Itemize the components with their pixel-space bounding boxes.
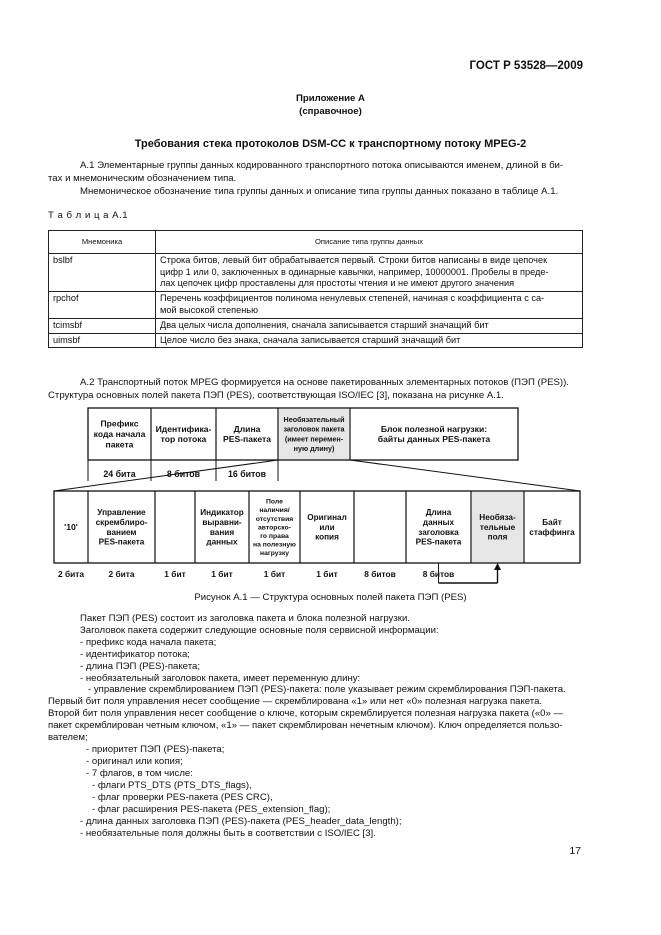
bottom-box-label: Байт стаффинга bbox=[529, 517, 575, 537]
paragraph-a1-line2: тах и мнемоническим обозначением типа. bbox=[48, 173, 237, 184]
flags-list bbox=[92, 780, 330, 816]
paragraph-a2-line1: А.2 Транспортный поток MPEG формируется на основе пакетированных элементарных потоков (ПЭП (PES)). bbox=[80, 377, 569, 388]
top-box-label: Префикс кода начала пакета bbox=[93, 418, 146, 450]
document-code: ГОСТ Р 53528—2009 bbox=[469, 60, 583, 72]
flag-item: - флаг расширения PES-пакета (PES_extension_flag); bbox=[92, 803, 331, 815]
bottom-bits-label: 8 битов bbox=[422, 568, 455, 579]
bottom-bits-label: 1 бит bbox=[316, 568, 338, 579]
table-header-mnemonic: Мнемоника bbox=[49, 231, 156, 254]
scramble-line: Второй бит поля управления несет сообщение о ключе, которым скремблируется полезная нагрузка пакета («0» — bbox=[48, 707, 564, 719]
description-line: Строка битов, левый бит обрабатывается первый. Строки битов написаны в виде цепочек bbox=[160, 254, 548, 265]
sub-list-item: - приоритет ПЭП (PES)-пакета; bbox=[86, 744, 225, 755]
description-line: цифр 1 или 0, заключенных в одинарные кавычки, например, 10000001. Пробелы в преде- bbox=[160, 266, 549, 277]
top-box-label: Идентифика-тор потока bbox=[155, 423, 212, 445]
table-cell-mnemonic: bslbf bbox=[49, 253, 156, 291]
top-bits-label: 24 бита bbox=[103, 469, 136, 480]
tail-item: - длина данных заголовка ПЭП (PES)-пакета (PES_header_data_length); bbox=[80, 816, 402, 827]
paragraph-a2-line2: Структура основных полей пакета ПЭП (PES), соответствующая ISO/IEC [3], показана на рисунке А.1. bbox=[48, 390, 504, 401]
paragraph-a1-line1: А.1 Элементарные группы данных кодированного транспортного потока описываются именем, длиной в би- bbox=[80, 160, 564, 171]
bottom-bits-label: 1 бит bbox=[164, 568, 186, 579]
top-box-label: Блок полезной нагрузки: байты данных PES-пакета bbox=[377, 423, 491, 445]
bottom-box-label: Необяза-тельные поля bbox=[479, 513, 516, 542]
scramble-line: пакет скремблирован четным ключом, «1» — пакет скремблирован нечетным ключом). Ключ определяется пользо- bbox=[48, 719, 563, 731]
bottom-bits-label: 2 бита bbox=[108, 568, 135, 579]
tail-item: - необязательные поля должны быть в соответствии с ISO/IEC [3]. bbox=[80, 827, 376, 839]
description-line: лах цепочек цифр проставлены для простоты чтения и не имеют другого значения bbox=[160, 278, 515, 289]
description-line: Два целых числа дополнения, сначала записывается старший значащий бит bbox=[160, 319, 489, 330]
description-line: Целое число без знака, сначала записывается старший значащий бит bbox=[160, 334, 461, 345]
body-line: - идентификатор потока; bbox=[80, 648, 190, 660]
top-box-label: Длина PES-пакета bbox=[223, 423, 271, 445]
paragraph-a1-line3: Мнемоническое обозначение типа группы данных и описание типа группы данных показано в таблице А.1. bbox=[80, 186, 559, 197]
bottom-box-label: Поле наличия/ отсутствия авторско-го права на полезную нагрузку bbox=[253, 498, 296, 558]
bottom-box-label: Управление скремблиро-ванием PES-пакета bbox=[95, 508, 148, 547]
scramble-line: Первый бит поля управления несет сообщение — скремблирована «1» или нет «0» полезная нагрузка пакета. bbox=[48, 695, 543, 707]
flag-item: - флаги PTS_DTS (PTS_DTS_flags), bbox=[92, 780, 252, 791]
body-line: - префикс кода начала пакета; bbox=[80, 636, 217, 648]
top-box-label: Необязательный заголовок пакета (имеет перемен-ную длину) bbox=[283, 415, 345, 453]
length-arrow-head bbox=[494, 563, 501, 570]
description-line: мой высокой степенью bbox=[160, 304, 258, 315]
figure-caption: Рисунок А.1 — Структура основных полей пакета ПЭП (PES) bbox=[194, 592, 467, 603]
bottom-box-label: Индикатор выравни-вания данных bbox=[200, 508, 244, 547]
bottom-box-label: '10' bbox=[64, 522, 78, 533]
bottom-bits-label: 1 бит bbox=[211, 568, 233, 579]
table-caption: Т а б л и ц а А.1 bbox=[48, 210, 129, 221]
appendix-title: Приложение А bbox=[296, 93, 365, 104]
tail-list bbox=[80, 816, 402, 840]
table-cell-mnemonic: rpchof bbox=[49, 292, 156, 319]
bottom-bits-label: 8 битов bbox=[364, 568, 396, 579]
scramble-paragraph bbox=[48, 684, 588, 744]
bottom-bits-label: 2 бита bbox=[57, 568, 85, 579]
table-header-description: Описание типа группы данных bbox=[156, 231, 583, 254]
bottom-bits-label: 1 бит bbox=[263, 568, 286, 579]
expansion-line-right bbox=[350, 460, 580, 491]
body-list bbox=[80, 613, 439, 684]
bottom-box-label: Длина данных заголовка PES-пакета bbox=[415, 508, 462, 547]
page-number: 17 bbox=[569, 845, 581, 857]
body-line: Заголовок пакета содержит следующие основные поля сервисной информации: bbox=[80, 624, 439, 636]
bottom-box-label: Оригинал или копия bbox=[307, 513, 347, 542]
section-title: Требования стека протоколов DSM-CC к транспортному потоку MPEG-2 bbox=[134, 138, 527, 150]
sub-list-item: - оригинал или копия; bbox=[86, 755, 183, 767]
table-cell-mnemonic: tcimsbf bbox=[49, 318, 156, 333]
table-cell-mnemonic: uimsbf bbox=[49, 333, 156, 348]
description-line: Перечень коэффициентов полинома ненулевых степеней, начиная с коэффициента с са- bbox=[160, 293, 545, 304]
scramble-line: вателем; bbox=[48, 731, 88, 743]
flag-item: - флаг проверки PES-пакета (PES CRC), bbox=[92, 791, 273, 803]
body-line: Пакет ПЭП (PES) состоит из заголовка пакета и блока полезной нагрузки. bbox=[80, 613, 410, 624]
sub-list bbox=[86, 744, 224, 780]
top-bits-label: 8 битов bbox=[166, 469, 201, 480]
body-line: - длина ПЭП (PES)-пакета; bbox=[80, 660, 200, 672]
scramble-line: - управление скремблированием ПЭП (PES)-пакета: поле указывает режим скремблирования ПЭП-пакета. bbox=[88, 684, 566, 695]
body-line: - необязательный заголовок пакета, имеет переменную длину: bbox=[80, 672, 361, 684]
sub-list-item: - 7 флагов, в том числе: bbox=[86, 767, 193, 779]
appendix-subtitle: (справочное) bbox=[299, 106, 362, 117]
top-bits-label: 16 битов bbox=[227, 469, 267, 480]
